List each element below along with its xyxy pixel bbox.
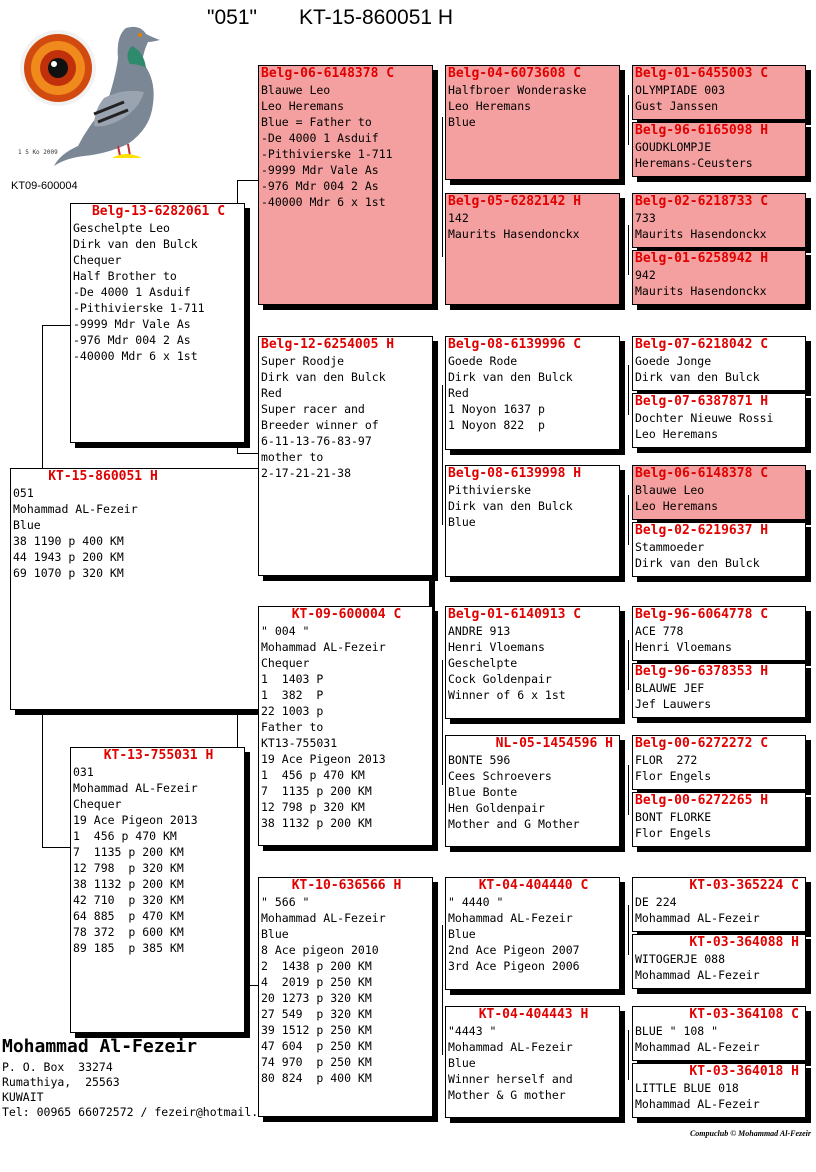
ring-number: Belg-02-6218733 C xyxy=(635,194,769,209)
pigeon-details: Geschelpte Leo Dirk van den Bulck Chequer Half Brother to -De 4000 1 Asduif -Pithivierske 1-711 -9999 Mdr Vale As -976 Mdr 004 2 As -40000 Mdr 6 x 1st xyxy=(73,221,205,363)
connector-line xyxy=(237,180,259,181)
connector-line xyxy=(442,385,443,525)
sss-card[interactable] xyxy=(445,65,620,180)
pigeon-details: 733 Maurits Hasendonckx xyxy=(635,211,767,241)
g4-card[interactable] xyxy=(632,1006,806,1061)
pigeon-details: OLYMPIADE 003 Gust Janssen xyxy=(635,83,726,113)
pigeon-details: " 566 " Mohammad AL-Fezeir Blue 8 Ace pigeon 2010 2 1438 p 200 KM 4 2019 p 250 KM 20 1273 p 320 KM 27 549 p 320 KM 39 1512 p 250 KM 47 604 p 250 KM 74 970 p 250 KM 80 824 p 400 KM xyxy=(261,895,386,1085)
pigeon-details: ANDRE 913 Henri Vloemans Geschelpte Cock Goldenpair Winner of 6 x 1st xyxy=(448,624,566,702)
pigeon-details: Pithivierske Dirk van den Bulck Blue xyxy=(448,483,573,529)
g4-card[interactable] xyxy=(632,934,806,989)
pigeon-details: ACE 778 Henri Vloemans xyxy=(635,624,732,654)
ring-number: KT-03-364088 H xyxy=(689,935,799,950)
ring-number: KT-03-364018 H xyxy=(689,1064,799,1079)
ring-number: KT-04-404440 C xyxy=(478,878,589,893)
connector-line xyxy=(628,640,629,690)
pigeon-details: 031 Mohammad AL-Fezeir Chequer 19 Ace Pigeon 2013 1 456 p 470 KM 7 1135 p 200 KM 12 798 p 320 KM 38 1132 p 200 KM 42 710 p 320 KM 64 885 p 470 KM 78 372 p 600 KM 89 185 p 385 KM xyxy=(73,765,198,955)
ring-number: KT-03-364108 C xyxy=(689,1007,799,1022)
g4-card[interactable] xyxy=(632,393,806,448)
ring-number: KT-13-755031 H xyxy=(103,748,214,763)
owner-name: Mohammad Al-Fezeir xyxy=(2,1036,198,1057)
ring-number: Belg-00-6272272 C xyxy=(635,736,769,751)
ring-number: KT-03-365224 C xyxy=(689,878,799,893)
dsd-card[interactable] xyxy=(445,735,620,847)
connector-line xyxy=(442,117,443,257)
ring-number: Belg-01-6140913 C xyxy=(448,607,582,622)
ring-number: NL-05-1454596 H xyxy=(495,736,613,751)
g4-card[interactable] xyxy=(632,877,806,932)
connector-line xyxy=(42,847,70,848)
pigeon-details: Halfbroer Wonderaske Leo Heremans Blue xyxy=(448,83,587,129)
ring-number: KT-04-404443 H xyxy=(478,1007,589,1022)
ring-number: Belg-07-6218042 C xyxy=(635,337,769,352)
pigeon-details: BLUE " 108 " Mohammad AL-Fezeir xyxy=(635,1024,760,1054)
pigeon-details: Dochter Nieuwe Rossi Leo Heremans xyxy=(635,411,774,441)
g4-card[interactable] xyxy=(632,735,806,790)
photo-caption: 1 5 Ko 2009 xyxy=(18,149,58,156)
pigeon-details: "4443 " Mohammad AL-Fezeir Blue Winner herself and Mother & G mother xyxy=(448,1024,573,1102)
pigeon-details: Goede Jonge Dirk van den Bulck xyxy=(635,354,760,384)
owner-contact: P. O. Box 33274 Rumathiya, 25563 KUWAIT Tel: 00965 66072572 / fezeir@hotmail. xyxy=(2,1060,259,1119)
ring-number: KT-15-860051 H xyxy=(48,469,158,484)
connector-line xyxy=(628,765,629,815)
pigeon-details: BONT FLORKE Flor Engels xyxy=(635,810,712,840)
pigeon-details: Blauwe Leo Leo Heremans xyxy=(635,483,719,513)
connector-line xyxy=(628,365,629,415)
pigeon-details: Super Roodje Dirk van den Bulck Red Super racer and Breeder winner of 6-11-13-76-83-97 mother to 2-17-21-21-38 xyxy=(261,354,386,480)
g4-card[interactable] xyxy=(632,522,806,577)
pigeon-details: WITOGERJE 088 Mohammad AL-Fezeir xyxy=(635,952,760,982)
ring-number: Belg-02-6219637 H xyxy=(635,523,769,538)
ring-number: Belg-05-6282142 H xyxy=(448,194,582,209)
pigeon-details: Goede Rode Dirk van den Bulck Red 1 Noyon 1637 p 1 Noyon 822 p xyxy=(448,354,573,432)
credit-line: Compuclub © Mohammad Al-Fezeir xyxy=(689,1129,811,1138)
ring-number: Belg-12-6254005 H xyxy=(261,337,395,352)
ring-number: Belg-07-6387871 H xyxy=(635,394,769,409)
connector-line xyxy=(42,325,43,468)
connector-line xyxy=(42,325,70,326)
pedigree-title xyxy=(207,6,495,30)
connector-line xyxy=(628,495,629,545)
sdd-card[interactable] xyxy=(445,465,620,577)
pigeon-details: DE 224 Mohammad AL-Fezeir xyxy=(635,895,760,925)
connector-line xyxy=(628,905,629,955)
connector-line xyxy=(628,1030,629,1080)
g4-card[interactable] xyxy=(632,336,806,391)
sds-card[interactable] xyxy=(445,336,620,450)
g4-card[interactable] xyxy=(632,792,806,847)
g4-card[interactable] xyxy=(632,1063,806,1118)
g4-card[interactable] xyxy=(632,663,806,718)
pigeon-details: BONTE 596 Cees Schroevers Blue Bonte Hen Goldenpair Mother and G Mother xyxy=(448,753,580,831)
g4-card[interactable] xyxy=(632,465,806,520)
sire-card[interactable] xyxy=(70,203,245,443)
pigeon-eye-icon xyxy=(8,16,178,166)
dss-card[interactable] xyxy=(445,606,620,719)
pigeon-details: FLOR 272 Flor Engels xyxy=(635,753,712,783)
ring-number: Belg-08-6139998 H xyxy=(448,466,582,481)
ring-number: Belg-08-6139996 C xyxy=(448,337,582,352)
ring-number: Belg-13-6282061 C xyxy=(91,204,226,219)
pigeon-details: " 4440 " Mohammad AL-Fezeir Blue 2nd Ace Pigeon 2007 3rd Ace Pigeon 2006 xyxy=(448,895,580,973)
connector-line xyxy=(442,925,443,1055)
dds-card[interactable] xyxy=(445,877,620,990)
pigeon-details: 051 Mohammad AL-Fezeir Blue 38 1190 p 400 KM 44 1943 p 200 KM 69 1070 p 320 KM xyxy=(13,486,138,580)
dam-dam-card[interactable] xyxy=(258,877,433,1117)
connector-line xyxy=(237,710,259,711)
pigeon-details: Blauwe Leo Leo Heremans Blue = Father to -De 4000 1 Asduif -Pithivierske 1-711 -9999 Mdr Vale As -976 Mdr 004 2 As -40000 Mdr 6 x 1st xyxy=(261,83,393,209)
g4-card[interactable] xyxy=(632,250,806,305)
pigeon-details: BLAUWE JEF Jef Lauwers xyxy=(635,681,712,711)
g4-card[interactable] xyxy=(632,65,806,120)
dam-sire-card[interactable] xyxy=(258,606,433,846)
ring-number: Belg-01-6258942 H xyxy=(635,251,769,266)
g4-card[interactable] xyxy=(632,606,806,661)
connector-line xyxy=(237,453,259,454)
ring-number: Belg-04-6073608 C xyxy=(448,66,582,81)
pigeon-details: LITTLE BLUE 018 Mohammad AL-Fezeir xyxy=(635,1081,760,1111)
pigeon-details: Stammoeder Dirk van den Bulck xyxy=(635,540,760,570)
ddd-card[interactable] xyxy=(445,1006,620,1118)
ring-number: Belg-96-6165098 H xyxy=(635,123,769,138)
pigeon-details: GOUDKLOMPJE Heremans-Ceusters xyxy=(635,140,753,170)
sire-dam-card[interactable] xyxy=(258,336,433,576)
ring-number: Belg-06-6148378 C xyxy=(635,466,769,481)
connector-line xyxy=(442,660,443,785)
ring-number: Belg-00-6272265 H xyxy=(635,793,769,808)
pigeon-name: "051" xyxy=(207,6,257,29)
ssd-card[interactable] xyxy=(445,193,620,305)
pigeon-photo xyxy=(8,16,178,166)
g4-card[interactable] xyxy=(632,122,806,177)
pigeon-ring: KT-15-860051 H xyxy=(298,6,454,29)
sire-sire-card[interactable] xyxy=(258,65,433,305)
ring-number: Belg-01-6455003 C xyxy=(635,66,769,81)
ring-number: KT-09-600004 C xyxy=(291,607,402,622)
ring-number: Belg-06-6148378 C xyxy=(261,66,395,81)
connector-line xyxy=(628,95,629,145)
pigeon-details: " 004 " Mohammad AL-Fezeir Chequer 1 1403 P 1 382 P 22 1003 p Father to KT13-755031 19 Ace Pigeon 2013 1 456 p 470 KM 7 1135 p 200 KM 12 798 p 320 KM 38 1132 p 200 KM xyxy=(261,624,386,830)
connector-line xyxy=(42,710,43,847)
pigeon-details: 942 Maurits Hasendonckx xyxy=(635,268,767,298)
g4-card[interactable] xyxy=(632,193,806,248)
pigeon-details: 142 Maurits Hasendonckx xyxy=(448,211,580,241)
ring-number: KT-10-636566 H xyxy=(291,878,402,893)
photo-label: KT09-600004 xyxy=(11,180,78,192)
dam-card[interactable] xyxy=(70,747,245,1033)
connector-line xyxy=(628,225,629,275)
ring-number: Belg-96-6378353 H xyxy=(635,664,769,679)
ring-number: Belg-96-6064778 C xyxy=(635,607,769,622)
